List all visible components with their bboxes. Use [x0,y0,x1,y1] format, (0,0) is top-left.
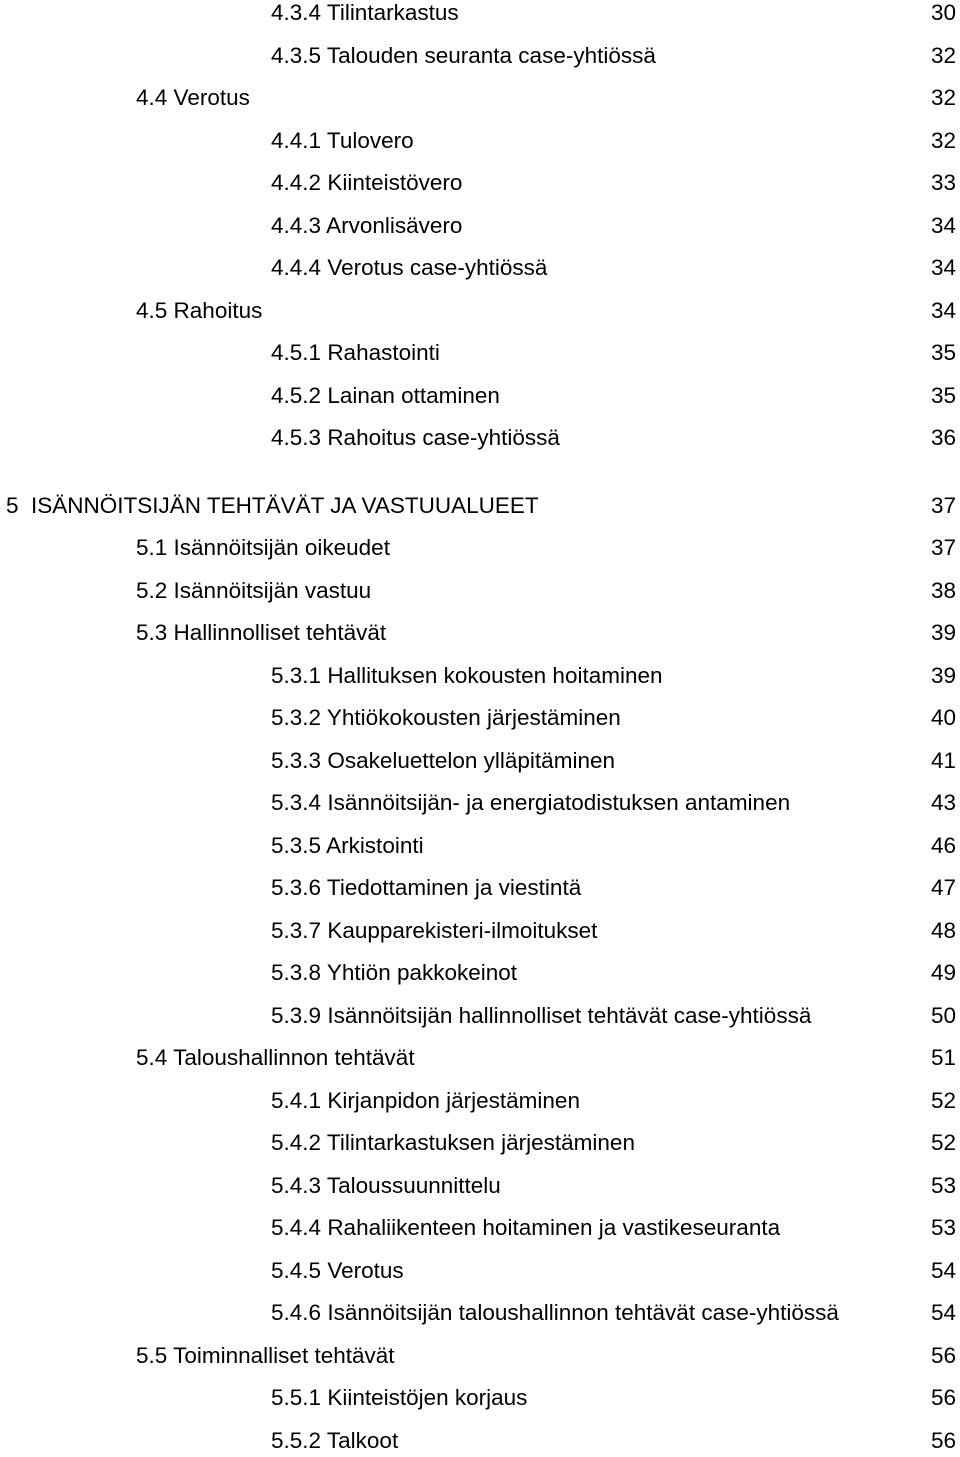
toc-entry-text: Tulovero [326,128,414,153]
toc-entry [0,617,960,649]
toc-entry-title [136,617,386,649]
toc-entry-title [271,1212,780,1244]
toc-entry-page-number: 53 [930,1173,956,1198]
toc-entry-page-number: 56 [930,1385,956,1410]
toc-entry-title [271,660,663,692]
toc-entry-title [271,1170,501,1202]
toc-entry-text: Verotus [327,1258,404,1283]
toc-entry-number: 5.4 [136,1045,168,1070]
toc-entry-title [271,210,462,242]
toc-entry [0,575,960,607]
toc-entry-title [271,422,560,454]
toc-entry-text: Rahoitus [173,298,263,323]
toc-entry-title [271,1127,635,1159]
toc-entry-number: 4.5.3 [271,425,322,450]
toc-entry-title [271,745,615,777]
toc-entry [0,872,960,904]
toc-entry [0,40,960,72]
toc-entry [0,337,960,369]
toc-entry-title [136,1042,415,1074]
toc-entry-page-number: 51 [930,1045,956,1070]
toc-entry-text: Taloushallinnon tehtävät [173,1045,415,1070]
toc-entry-number: 5.3.7 [271,918,322,943]
toc-entry [0,0,960,29]
toc-entry-title [136,1340,395,1372]
toc-entry [0,1000,960,1032]
toc-entry [0,660,960,692]
toc-entry-number: 5.3.1 [271,663,322,688]
toc-entry [0,1297,960,1329]
toc-entry-number: 4.3.5 [271,43,322,68]
toc-entry-text: Verotus [173,85,250,110]
toc-entry [0,1255,960,1287]
toc-entry-text: Osakeluettelon ylläpitäminen [327,748,615,773]
toc-entry-number: 5.4.6 [271,1300,322,1325]
toc-entry-number: 4.4.1 [271,128,322,153]
toc-entry-text: Kiinteistövero [327,170,463,195]
toc-entry-text: Kirjanpidon järjestäminen [327,1088,580,1113]
toc-entry-page-number: 30 [930,0,956,25]
toc-entry [0,830,960,862]
toc-entry-text: Taloussuunnittelu [326,1173,501,1198]
toc-entry-text: Rahaliikenteen hoitaminen ja vastikeseuranta [327,1215,781,1240]
toc-entry-text: Isännöitsijän vastuu [173,578,372,603]
toc-entry-number: 4.4.3 [271,213,322,238]
toc-entry-title [271,1297,839,1329]
toc-entry-number: 5.5.1 [271,1385,322,1410]
toc-entry-page-number: 48 [930,918,956,943]
toc-entry-page-number: 37 [930,493,956,518]
toc-entry-title [271,337,440,369]
toc-entry-text: Isännöitsijän taloushallinnon tehtävät case-yhtiössä [327,1300,839,1325]
toc-entry-number: 5.5.2 [271,1428,322,1453]
toc-entry-text: Talkoot [326,1428,399,1453]
toc-entry-page-number: 50 [930,1003,956,1028]
toc-entry-text: Isännöitsijän hallinnolliset tehtävät case-yhtiössä [327,1003,812,1028]
toc-entry [0,702,960,734]
toc-entry-number: 5.4.5 [271,1258,322,1283]
toc-entry [0,957,960,989]
toc-entry-text: Rahastointi [327,340,440,365]
toc-entry [0,490,960,522]
toc-entry-title [136,295,262,327]
toc-entry-text: Kiinteistöjen korjaus [327,1385,528,1410]
toc-entry [0,745,960,777]
toc-entry-text: Tilintarkastuksen järjestäminen [326,1130,635,1155]
toc-entry [0,380,960,412]
toc-entry-text: ISÄNNÖITSIJÄN TEHTÄVÄT JA VASTUUALUEET [31,493,539,518]
toc-entry [0,1340,960,1372]
toc-entry-page-number: 54 [930,1300,956,1325]
toc-entry-title [271,1255,404,1287]
toc-entry-number: 4.5.2 [271,383,322,408]
toc-entry [0,295,960,327]
toc-entry-number: 5.3.4 [271,790,322,815]
toc-entry-number: 5.4.2 [271,1130,322,1155]
toc-entry-page-number: 53 [930,1215,956,1240]
toc-entry-page-number: 37 [930,535,956,560]
toc-entry-page-number: 34 [930,213,956,238]
toc-entry-page-number: 56 [930,1428,956,1453]
toc-entry-number: 5.3.2 [271,705,322,730]
toc-entry-number: 4.3.4 [271,0,322,25]
toc-entry-number: 5.3.3 [271,748,322,773]
toc-entry-title [271,830,424,862]
toc-entry-text: Arkistointi [326,833,424,858]
toc-entry [0,532,960,564]
toc-entry [0,252,960,284]
toc-entry-number: 5.3 [136,620,168,645]
toc-entry-page-number: 36 [930,425,956,450]
toc-entry-page-number: 35 [930,340,956,365]
toc-entry-text: Hallinnolliset tehtävät [173,620,387,645]
toc-entry-title [6,490,539,522]
toc-entry-text: Tilintarkastus [326,0,459,25]
toc-entry-page-number: 43 [930,790,956,815]
toc-entry-number: 5.3.6 [271,875,322,900]
toc-entry-number: 4.5 [136,298,168,323]
toc-entry-number: 5.2 [136,578,168,603]
toc-entry-title [271,167,462,199]
toc-entry [0,125,960,157]
toc-entry-text: Isännöitsijän oikeudet [173,535,390,560]
toc-entry-number: 5.5 [136,1343,168,1368]
toc-entry-title [271,915,597,947]
toc-entry-text: Tiedottaminen ja viestintä [326,875,582,900]
toc-entry-text: Toiminnalliset tehtävät [173,1343,395,1368]
toc-entry-text: Isännöitsijän- ja energiatodistuksen antaminen [327,790,791,815]
toc-entry-number: 4.4 [136,85,168,110]
toc-entry-title [271,1425,398,1457]
toc-entry-title [136,532,390,564]
toc-entry-title [271,872,581,904]
toc-entry-title [271,1085,580,1117]
toc-entry-text: Rahoitus case-yhtiössä [327,425,560,450]
toc-entry-page-number: 52 [930,1088,956,1113]
toc-entry [0,1085,960,1117]
toc-entry-page-number: 34 [930,298,956,323]
toc-entry [0,167,960,199]
toc-entry-text: Yhtiökokousten järjestäminen [326,705,621,730]
toc-entry-number: 4.4.4 [271,255,322,280]
toc-entry [0,1170,960,1202]
toc-entry-page-number: 41 [930,748,956,773]
toc-entry-number: 4.5.1 [271,340,322,365]
toc-entry-title [271,787,790,819]
toc-entry-text: Yhtiön pakkokeinot [326,960,518,985]
toc-entry-title [271,702,621,734]
toc-entry-page-number: 47 [930,875,956,900]
toc-entry-page-number: 38 [930,578,956,603]
toc-entry-page-number: 46 [930,833,956,858]
toc-entry-page-number: 56 [930,1343,956,1368]
toc-entry-title [271,252,547,284]
toc-entry [0,422,960,454]
toc-entry-page-number: 34 [930,255,956,280]
toc-entry-page-number: 39 [930,663,956,688]
toc-entry-page-number: 33 [930,170,956,195]
toc-entry-title [271,125,414,157]
toc-entry-page-number: 32 [930,85,956,110]
toc-entry-number: 5.4.1 [271,1088,322,1113]
toc-entry-page-number: 52 [930,1130,956,1155]
toc-entry-text: Kaupparekisteri-ilmoitukset [327,918,598,943]
toc-entry-page-number: 32 [930,43,956,68]
toc-entry-number: 5.4.4 [271,1215,322,1240]
toc-entry-page-number: 35 [930,383,956,408]
toc-entry [0,1127,960,1159]
toc-entry [0,210,960,242]
toc-entry-page-number: 32 [930,128,956,153]
toc-entry [0,1382,960,1414]
toc-entry-title [271,40,656,72]
toc-entry [0,82,960,114]
toc-entry-title [271,380,500,412]
toc-entry-title [271,1382,527,1414]
toc-entry [0,1425,960,1457]
toc-entry [0,915,960,947]
toc-entry-page-number: 49 [930,960,956,985]
toc-entry-number: 5.1 [136,535,168,560]
toc-entry-number: 5.3.9 [271,1003,322,1028]
toc-entry-number: 5.3.5 [271,833,322,858]
toc-entry-text: Verotus case-yhtiössä [327,255,548,280]
toc-entry-text: Lainan ottaminen [327,383,500,408]
toc-entry [0,1212,960,1244]
toc-entry-page-number: 54 [930,1258,956,1283]
toc-entry-number: 5.3.8 [271,960,322,985]
toc-entry [0,787,960,819]
toc-entry-number: 4.4.2 [271,170,322,195]
toc-entry-number: 5 [6,493,19,518]
toc-entry-page-number: 39 [930,620,956,645]
toc-entry-text: Talouden seuranta case-yhtiössä [326,43,656,68]
toc-entry-title [136,82,250,114]
toc-entry-text: Hallituksen kokousten hoitaminen [327,663,663,688]
toc-entry-number: 5.4.3 [271,1173,322,1198]
toc-entry-text: Arvonlisävero [326,213,463,238]
toc-entry [0,1042,960,1074]
toc-entry-title [136,575,371,607]
toc-entry-title [271,0,459,29]
toc-entry-title [271,957,517,989]
toc-entry-title [271,1000,811,1032]
toc-entry-page-number: 40 [930,705,956,730]
